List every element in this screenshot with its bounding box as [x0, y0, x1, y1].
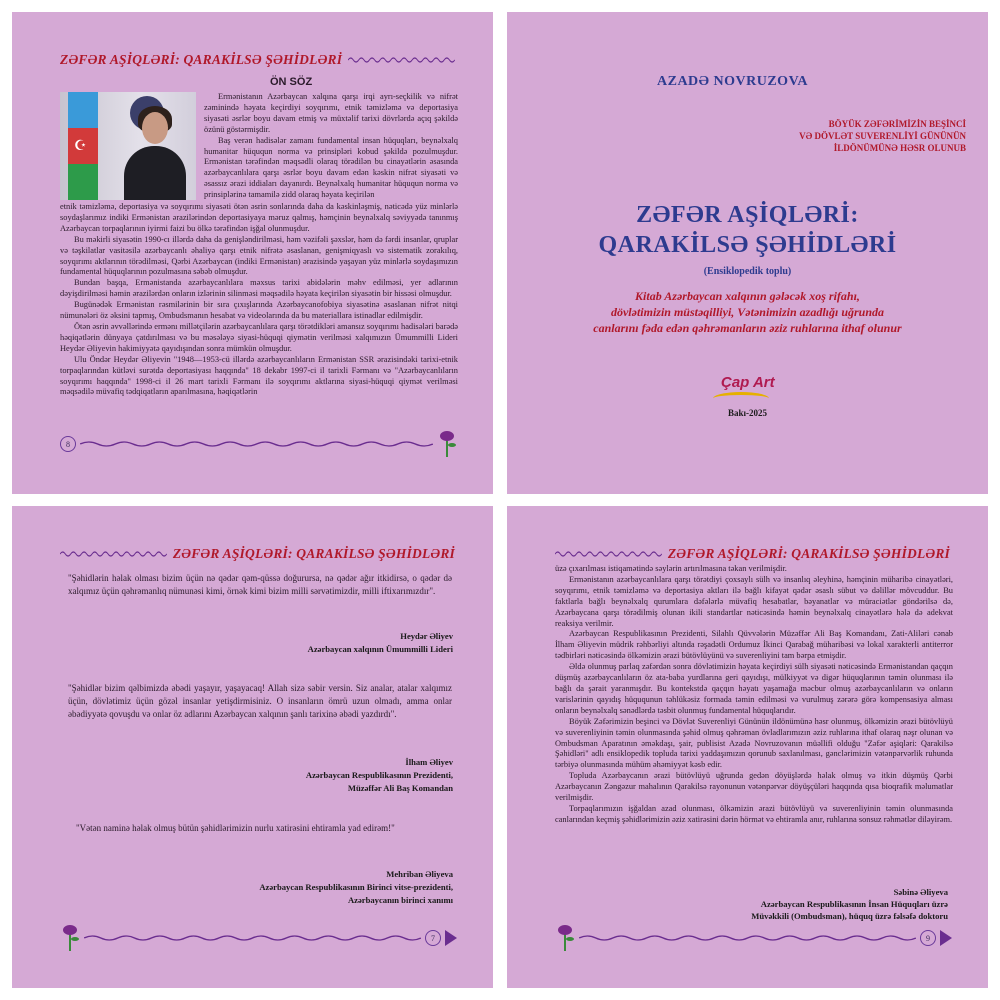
flag: [68, 92, 98, 128]
page-preface: [12, 12, 493, 494]
page-title-page: [507, 12, 988, 494]
preface-text-body: [60, 202, 458, 398]
page-number: 9: [920, 930, 936, 946]
signature-ilham-aliyev: İlham Əliyev Azərbaycan Respublikasının Prezidenti, Müzəffər Ali Baş Komandan: [305, 757, 453, 793]
paragraph: Əldə olunmuş parlaq zəfərdən sonra dövlətimizin həyata keçirdiyi sülh siyasəti nəticəsində Ermənistandan qaçqın düşmüş azərbaycanlıların öz ata-baba yurdlarına geri qayıdışı, mülkiyyət və digər hüquqlarının təmin olunması ilə bağlı da şərait yaranmışdır. Bu kontekstdə qaçqın həyatı yaşamağa məcbur olmuş azərbaycanlıların və onların varislərinin qayıdış hüququnun təhlükəsiz formada təmin edilməsi və vurulmuş zərərə görə kompensasiya alması onların beynəlxalq sənədlərdə təsbit olunmuş fundamental hüquqlarıdır.: [555, 662, 953, 715]
dedication: BÖYÜK ZƏFƏRİMİZİN BEŞİNCİ VƏ DÖVLƏT SUVERENLİYİ GÜNÜNÜN İLDÖNÜMÜNƏ HƏSR OLUNUB: [799, 119, 966, 153]
city-year: Bakı-2025: [727, 408, 767, 418]
page-footer: [60, 928, 457, 948]
quote-ilham-aliyev: "Şəhidlər bizim qəlbimizdə əbədi yaşayır, yaşayacaq! Allah sizə səbir versin. Siz analar, atalar xalqımız üçün, dövlətimiz üçün gözəl insanlar yetişdirmisiniz. O insanların ömrü uzun olmadı, amma onlar əbədiyyətə qovuşdu və onlar öz adlarını Azərbaycan xalqının şanlı tarixinə əbədi yazdırdı".: [68, 683, 452, 719]
flower-icon: [60, 925, 80, 951]
flower-icon: [437, 431, 457, 457]
book-subtitle: (Ensiklopedik toplu): [703, 266, 792, 277]
section-title: ÖN SÖZ: [270, 76, 313, 88]
wave-line: [555, 550, 662, 558]
signature-heydar-aliyev: Heydər Əliyev Azərbaycan xalqının Ümummilli Lideri: [307, 631, 453, 654]
paragraph: etnik təmizləmə, deportasiya və soyqırımı siyasəti ötən əsrin sonlarında daha da kəskinləşmiş, nəticədə yüz minlərlə soydaşlarımız indiki Ermənistan ərazilərindən deportasiyaya məruz qalmış, həmçinin beynəlxalq səviyyədə tanınmış Azərbaycan torpaqlarının iyirmi faizi bu ölkə tərəfindən işğal olunmuşdur.: [60, 202, 458, 233]
page-footer: [60, 434, 457, 454]
running-head: [60, 52, 455, 68]
arrow-icon: [445, 930, 457, 946]
paragraph: Ötən əsrin əvvəllərində ermənı millətçilərin azərbaycanlılara qarşı törətdikləri amansız soyqırımı hadisələri barədə həqiqətlərin dünyaya çatdırılması və bu məsələyə siyasi-hüquqi qiymətin verilməsi xalqımızın Ümummilli Lideri Heydər Əliyevin hakimiyyətə qayıdışından sonra mümkün olmuşdur.: [60, 321, 458, 353]
photo: [60, 92, 196, 200]
author-name: AZADƏ NOVRUZOVA: [657, 74, 808, 89]
preface-text-top: [204, 92, 458, 201]
paragraph: Torpaqlarımızın işğaldan azad olunması, ölkəmizin ərazi bütövlüyü və suverenliyinin təmin olunmasında canlarından keçmiş şəhidlərimizin əziz xatirəsini dərin hörmət və ehtiramla anır, ruhlarına sonsuz rəhmətlər diləyirəm.: [555, 803, 953, 824]
book-title: ZƏFƏR AŞİQLƏRİ: QARAKİLSƏ ŞƏHİDLƏRİ: [598, 202, 897, 258]
running-head: [60, 546, 455, 562]
signature-ombudsman: Səbinə Əliyeva Azərbaycan Respublikasının İnsan Hüquqları üzrə Müvəkkili (Ombudsman), hüquq üzrə fəlsəfə doktoru: [751, 887, 948, 921]
logo: [713, 374, 777, 404]
paragraph: Topluda Azərbaycanın ərazi bütövlüyü uğrunda gedən döyüşlərdə həlak olmuş və itkin düşmüş Qərbi Azərbaycanın Zəngəzur mahalının Qarakilsə rayonunun vətənpərvər döyüşçüləri haqqında qısa bioqrafik məlumatlar verilmişdir.: [555, 771, 953, 803]
running-head-title: ZƏFƏR AŞİQLƏRİ: QARAKİLSƏ ŞƏHİDLƏRİ: [667, 546, 950, 561]
paragraph: üzə çıxarılması istiqamətində səylərin artırılmasına təkan verilmişdir.: [555, 564, 787, 573]
publisher-logo-text: Çap Art: [721, 374, 775, 391]
quote-heydar-aliyev: "Şəhidlərin həlak olması bizim üçün nə qədər qəm-qüssə doğurursa, nə qədər ağır itkidirsə, o qədər də xalqımız üçün qəhrəmanlıq nümunəsi kimi, örnək kimi bizim milli sərvətimizdir, milli iftixarımızdır".: [68, 573, 452, 596]
running-head-title: ZƏFƏR AŞİQLƏRİ: QARAKİLSƏ ŞƏHİDLƏRİ: [60, 52, 343, 67]
quote-mehriban-aliyeva: "Vətən naminə həlak olmuş bütün şəhidlərimizin nurlu xatirəsini ehtiramla yad edirəm!": [76, 823, 395, 833]
page-number: 7: [425, 930, 441, 946]
arrow-icon: [940, 930, 952, 946]
paragraph: Bundan başqa, Ermənistanda azərbaycanlılara məxsus tarixi abidələrin məhv edilməsi, yer adlarının dəyişdirilməsi həmin ərazilərdən onların izlərinin silinməsi məqsədilə həyata keçirilən siyasətin bir hissəsi olmuşdur.: [60, 278, 458, 299]
dedication-statement: Kitab Azərbaycan xalqının gələcək xoş rifahı, dövlətimizin müstəqilliyi, Vətənimizin azadlığı uğrunda canlarını fəda edən qəhrəmanların əziz ruhlarına ithaf olunur: [593, 289, 902, 335]
running-head: [555, 546, 950, 562]
portrait-person: [124, 146, 186, 200]
crescent-icon: ☪: [74, 139, 87, 154]
wave-line: [348, 56, 455, 64]
wave-line: [80, 440, 433, 448]
paragraph: Ermənistanın azərbaycanlılara qarşı törətdiyi çoxsaylı sülh və insanlıq əleyhinə, həmçinin müharibə cinayətləri, soyqırımı, etnik təmizləmə və deportasiya aktları ilə bağlı kifayət qədər əsaslı sübut və dəlillər mövcuddur. Bu faktlarla bağlı beynəlxalq qurumlara dəfələrlə müvafiq hesabatlar, bəyanatlar və müraciətlər göndərilsə də, Azərbaycana qarşı törədilmiş olunan ikili standartlar nəticəsində həmin beynəlxalq cinayətlərə hələ də adekvat reaksiya verilmir.: [555, 574, 953, 628]
paragraph: Azərbaycan Respublikasının Prezidenti, Silahlı Qüvvələrin Müzəffər Ali Baş Komandanı, Zati-Aliləri cənab İlham Əliyevin müdrik rəhbərliyi altında rəşadətli Ordumuz İkinci Qarabağ müharibəsi və lokal xarakterli antiterror tədbirləri nəticəsində ölkəmizin ərazi bütövlüyünü və suverenliyini tam bərpa etmişdir.: [555, 629, 953, 661]
paragraph: Ulu Öndər Heydər Əliyevin "1948—1953-cü illərdə azərbaycanlıların Ermənistan SSR ərazisindəki tarixi-etnik torpaqlarından kütləvi surətdə deportasiyası haqqında" 18 dekabr 1997-ci il tarixli Fərmanı və "Azərbaycanlıların soyqırımı haqqında" 1998-ci il 26 mart tarixli Fərmanı ilə soyqırımı aktlarına siyasi-hüquqi qiymət verilməsi məqsədilə müvafiq tədqiqatların aparılmasına, həqiqətlərin: [60, 354, 458, 397]
paragraph: Böyük Zəfərimizin beşinci və Dövlət Suverenliyi Gününün ildönümünə həsr olunmuş, ölkəmizin ərazi bütövlüyü və suverenliyinin təmin olunmasında şəhid olmuş qəhrəman övladlarımızın əziz ruhlarına ithaf olaraq nəşr olunan və Ombudsman Aparatının əməkdaşı, şair, publisist Azadə Novruzovanın müəllifi olduğu "Zəfər aşiqləri: Qarakilsə Şəhidləri" adlı ensiklopedik topluda tarixi yaddaşımızın qorunub saxlanılması, gənclərimizin vətənpərvərlik ruhunda tərbiyə olunmasında mühüm əhəmiyyət kəsb edir.: [555, 716, 953, 770]
paragraph: Bugünədək Ermənistan rəsmilərinin bir sıra çıxışlarında Azərbaycanofobiya siyasətinə əsaslanan nifrət nitqi nümunələri öz əksini tapmış, Ombudsmanın hesabat və videolarında da bu materiallara istinadlar edilmişdir.: [60, 300, 458, 321]
page-ombudsman-foreword: [507, 506, 988, 988]
wave-line: [60, 550, 167, 558]
foreword-text: [555, 564, 953, 826]
page-number: 8: [60, 436, 76, 452]
paragraph: Ermənistanın Azərbaycan xalqına qarşı irqi ayrı-seçkilik və nifrət zəminində həyata keçirdiyi soyqırımı, etnik təmizləmə və deportasiya siyasəti əsrlər boyu davam etmiş və müxtəlif tarixi dövrlərdə açıq şəkildə özünü göstərmişdir.: [204, 92, 458, 134]
running-head-title: ZƏFƏR AŞİQLƏRİ: QARAKİLSƏ ŞƏHİDLƏRİ: [172, 546, 455, 561]
signature-mehriban-aliyeva: Mehriban Əliyeva Azərbaycan Respublikasının Birinci vitse-prezidenti, Azərbaycanın birinci xanımı: [259, 869, 453, 905]
wave-line: [84, 934, 421, 942]
paragraph: Bu məkirli siyasətin 1990-cı illərdə daha da genişləndirilməsi, həm vəzifəli şəxslər, həm də fərdi insanlar, qruplar və təşkilatlar vasitəsilə azərbaycanlı əhaliyə qarşı etnik nifrətə əsaslanan, genişmiqyaslı və sistematik zorakılıq, soyqırımı aktlarının törədilməsi, Qərbi Azərbaycan (indiki Ermənistan) ərazisində yaşayan yüz minlərlə soydaşımızın fundamental hüquqlarının pozulmasına səbəb olmuşdur.: [60, 234, 458, 277]
page-quotes: [12, 506, 493, 988]
wave-line: [579, 934, 916, 942]
paragraph: Baş verən hadisələr zamanı fundamental insan hüquqları, beynəlxalq humanitar hüququn norma və prinsipləri kobud şəkildə pozulmuşdur. Ermənistan tərəfindən məqsədli olaraq törədilən bu cinayətlərin əsasında azərbaycanlılara qarşı əsrlər boyu davam edən kəskin nifrət siyasəti və əsassız ərazi iddiaları dayanırdı. Beynəlxalq humanitar hüququn norma və prinsiplərinə tamamilə zidd olaraq həyata keçirilən: [204, 135, 458, 200]
flower-icon: [555, 925, 575, 951]
page-footer: [555, 928, 952, 948]
